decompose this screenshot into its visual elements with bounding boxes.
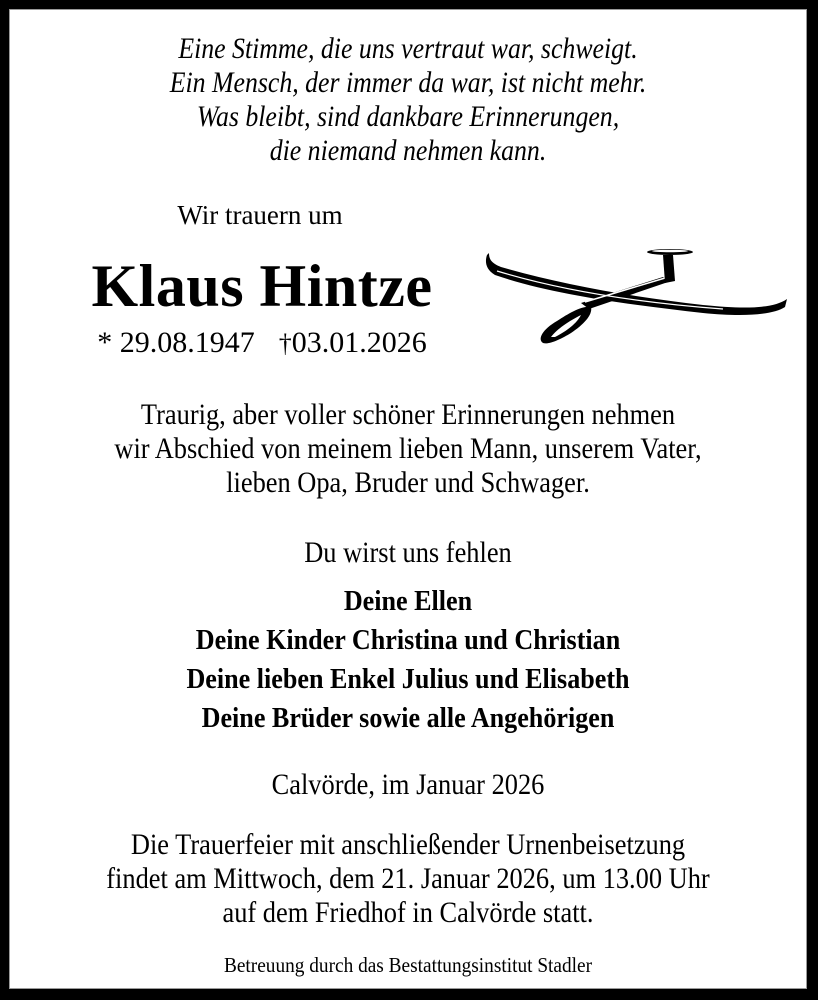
farewell-message [10,398,806,500]
ceremony-line: Die Trauerfeier mit anschließender Urnenbeisetzung [130,828,686,861]
closing-phrase [10,536,806,570]
poem-line: Eine Stimme, die uns vertraut war, schweigt. [178,32,638,65]
ceremony-line: findet am Mittwoch, dem 21. Januar 2026, um 13.00 Uhr [106,862,710,895]
poem [10,32,806,168]
funeral-home-credit: Betreuung durch das Bestattungsinstitut Stadler [223,953,593,977]
signer: Deine Kinder Christina und Christian [195,624,621,656]
place-date [10,768,806,802]
message-line: wir Abschied von meinem lieben Mann, unserem Vater, [114,432,702,465]
closing-text: Du wirst uns fehlen [304,536,512,569]
signer: Deine Ellen [343,585,473,617]
intro-text: Wir trauern um [177,200,343,230]
birth-date: 29.08.1947 [119,326,255,359]
signer: Deine lieben Enkel Julius und Elisabeth [186,663,630,695]
obituary-notice [9,9,807,989]
glider-icon [473,225,803,345]
place-date-text: Calvörde, im Januar 2026 [271,768,545,801]
message-line: lieben Opa, Bruder und Schwager. [226,466,590,499]
poem-line: die niemand nehmen kann. [269,134,547,167]
poem-line: Ein Mensch, der immer da war, ist nicht mehr. [169,66,647,99]
message-line: Traurig, aber voller schöner Erinnerungen nehmen [140,398,676,431]
poem-line: Was bleibt, sind dankbare Erinnerungen, [196,100,620,133]
death-date: 03.01.2026 [291,326,427,359]
birth-symbol: * [97,326,113,359]
ceremony-line: auf dem Friedhof in Calvörde statt. [222,896,594,929]
signers-list [10,582,806,738]
cross-icon: † [278,329,292,358]
ceremony-info [10,828,806,930]
deceased-name: Klaus Hintze [91,253,433,319]
life-dates [72,326,452,360]
signer: Deine Brüder sowie alle Angehörigen [201,702,615,734]
